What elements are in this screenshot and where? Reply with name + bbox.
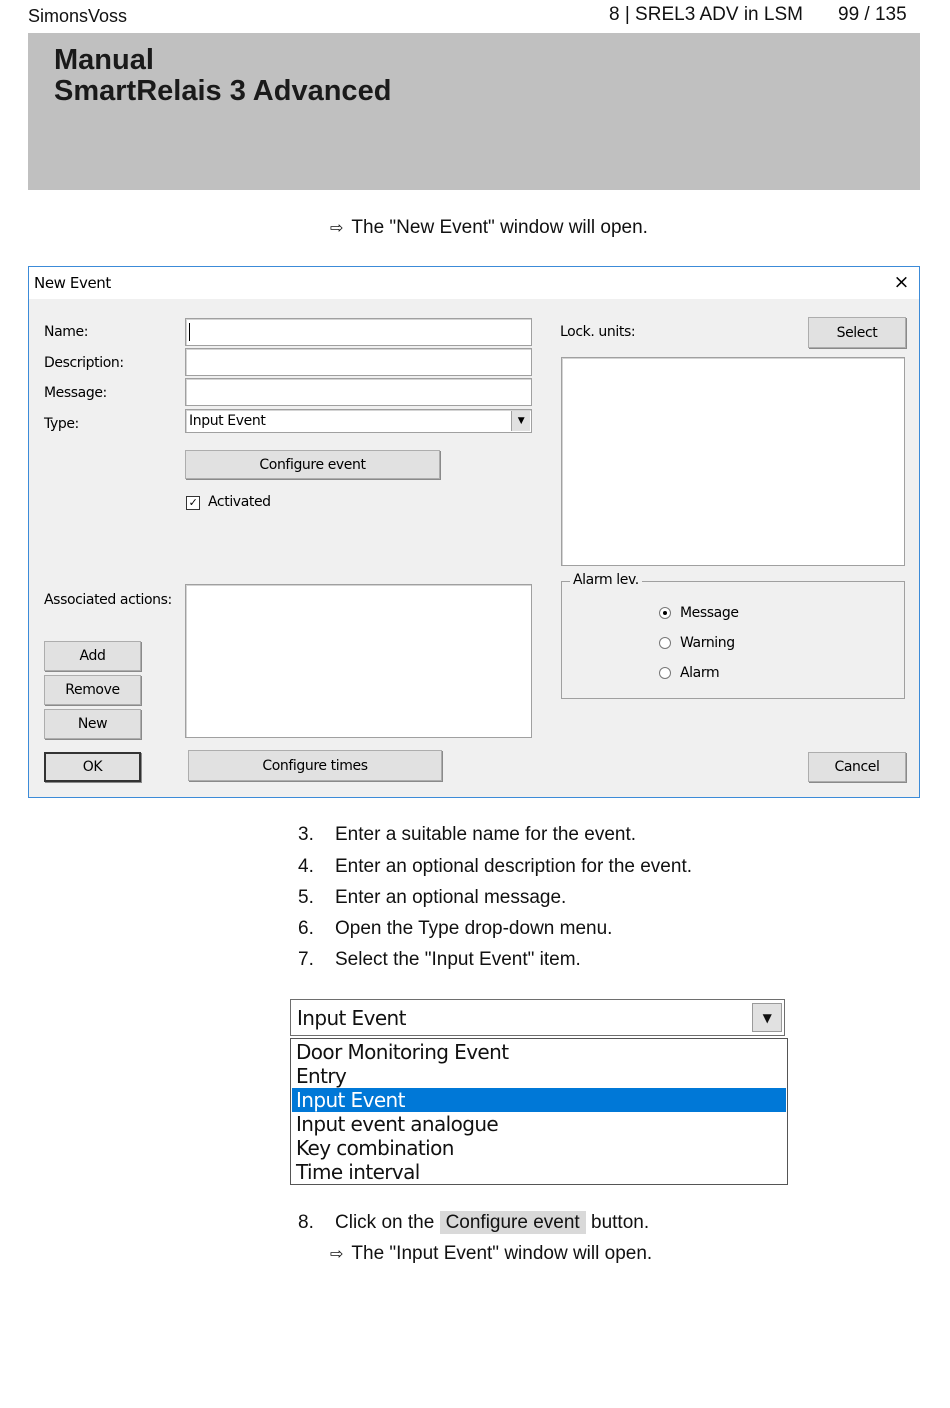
result-text: The "Input Event" window will open. <box>351 1243 653 1264</box>
dropdown-option-input-event-analogue[interactable]: Input event analogue <box>296 1112 499 1136</box>
type-dropdown[interactable] <box>290 999 785 1036</box>
dropdown-option-input-event[interactable]: Input Event <box>292 1088 786 1112</box>
header-page-number: 99 / 135 <box>838 4 907 25</box>
configure-times-button[interactable]: Configure times <box>188 750 442 781</box>
result-input-event <box>330 1243 652 1265</box>
header-section: 8 | SREL3 ADV in LSM <box>609 4 803 25</box>
dialog-title: New Event <box>34 274 111 292</box>
new-event-dialog <box>28 266 920 798</box>
activated-checkbox[interactable]: ✓ <box>186 496 200 510</box>
dropdown-option-time-interval[interactable]: Time interval <box>296 1160 420 1184</box>
activated-label: Activated <box>208 494 271 510</box>
radio-warning-label: Warning <box>680 635 735 651</box>
result-arrow-icon: ⇨ <box>330 218 344 237</box>
configure-event-button-ref: Configure event <box>440 1211 586 1234</box>
manual-title <box>54 45 391 107</box>
dropdown-option-key-combination[interactable]: Key combination <box>296 1136 454 1160</box>
description-input[interactable] <box>185 348 532 376</box>
result-text: The "New Event" window will open. <box>351 217 648 238</box>
name-input[interactable] <box>185 318 532 346</box>
step-8-suffix: button. <box>591 1212 650 1233</box>
title-banner <box>28 33 920 190</box>
ok-button[interactable]: OK <box>44 752 141 782</box>
select-button[interactable]: Select <box>808 317 906 348</box>
radio-message[interactable] <box>659 607 671 619</box>
type-label: Type: <box>44 416 79 432</box>
header-brand: SimonsVoss <box>28 6 128 26</box>
type-select[interactable]: Input Event ▼ <box>185 409 532 433</box>
name-label: Name: <box>44 324 89 340</box>
message-input[interactable] <box>185 378 532 406</box>
result-new-event <box>330 217 648 239</box>
type-dropdown-list <box>290 1038 788 1185</box>
dropdown-option-entry[interactable]: Entry <box>296 1064 347 1088</box>
configure-event-button[interactable]: Configure event <box>185 450 440 479</box>
text-cursor <box>189 323 190 341</box>
new-button[interactable]: New <box>44 709 141 739</box>
alarm-level-legend: Alarm lev. <box>570 572 642 588</box>
manual-title-line1: Manual <box>54 44 154 76</box>
result-arrow-icon: ⇨ <box>330 1244 344 1263</box>
chevron-down-icon[interactable]: ▼ <box>752 1003 782 1032</box>
associated-actions-list[interactable] <box>185 584 532 738</box>
radio-warning[interactable] <box>659 637 671 649</box>
radio-message-label: Message <box>680 605 739 621</box>
lock-units-list[interactable] <box>561 357 905 566</box>
dropdown-option-door-monitoring-event[interactable]: Door Monitoring Event <box>296 1040 509 1064</box>
close-icon[interactable]: × <box>893 271 909 293</box>
alarm-level-group <box>561 572 905 699</box>
dialog-titlebar <box>29 267 919 299</box>
manual-title-line2: SmartRelais 3 Advanced <box>54 75 392 107</box>
radio-alarm[interactable] <box>659 667 671 679</box>
remove-button[interactable]: Remove <box>44 675 141 705</box>
associated-actions-label: Associated actions: <box>44 592 172 608</box>
dropdown-value: Input Event <box>297 1006 406 1030</box>
chevron-down-icon[interactable]: ▼ <box>511 411 530 431</box>
step-8-prefix: Click on the <box>335 1212 435 1233</box>
message-label: Message: <box>44 385 107 401</box>
add-button[interactable]: Add <box>44 641 141 671</box>
radio-alarm-label: Alarm <box>680 665 720 681</box>
lock-units-label: Lock. units: <box>560 324 636 340</box>
cancel-button[interactable]: Cancel <box>808 752 906 782</box>
description-label: Description: <box>44 355 124 371</box>
